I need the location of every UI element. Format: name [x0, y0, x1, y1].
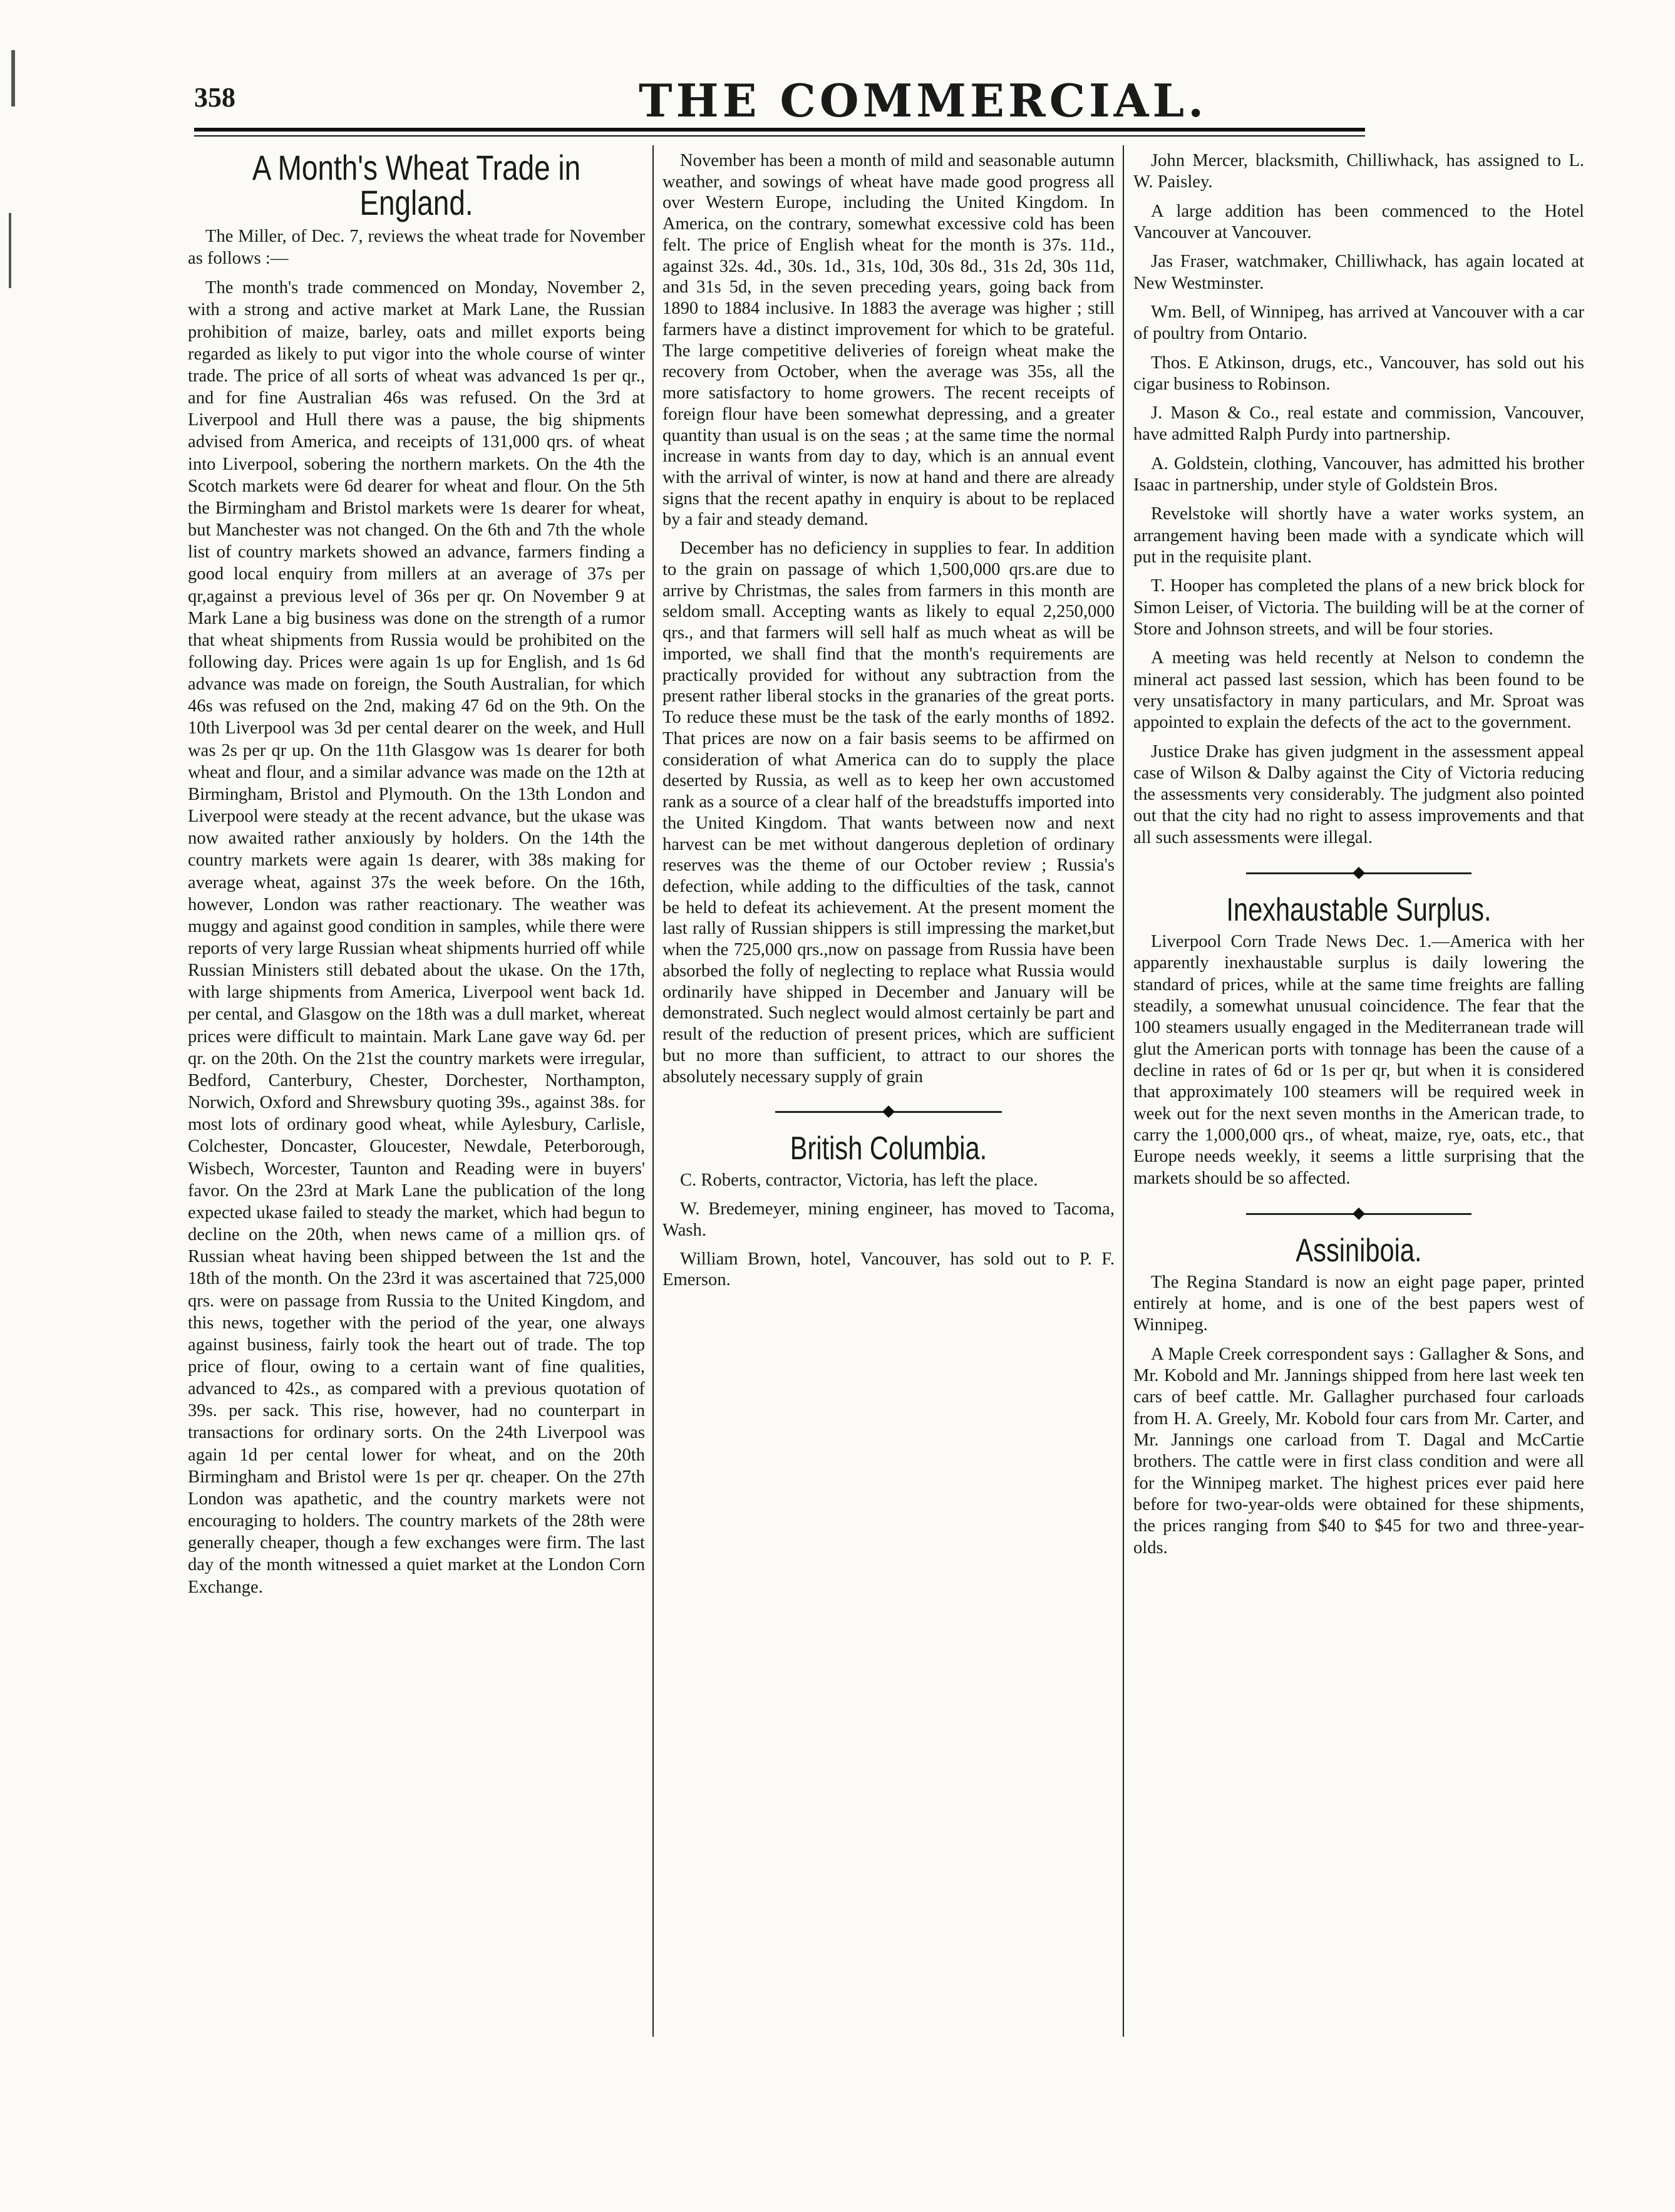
news-item: J. Mason & Co., real estate and commission, Vancouver, have admitted Ralph Purdy into partnership.	[1133, 403, 1584, 445]
news-item: A. Goldstein, clothing, Vancouver, has admitted his brother Isaac in partnership, under style of Goldstein Bros.	[1133, 453, 1584, 495]
article-title-wheat: A Month's Wheat Trade in England.	[252, 148, 581, 222]
article-title-bc: British Columbia.	[790, 1130, 987, 1167]
news-item: Jas Fraser, watchmaker, Chilliwhack, has again located at New Westminster.	[1133, 252, 1584, 293]
header-rule	[194, 128, 1365, 132]
column-3	[1133, 150, 1584, 1566]
article-paragraph: Liverpool Corn Trade News Dec. 1.—America with her apparently inexhaustable surplus is daily lowering the standard of prices, while at the same time freights are falling steadily, a somewhat unusual coincidence. The fear that the 100 steamers usually engaged in the Mediterranean trade will glut the American ports with tonnage has been the cause of a decline in rates of 6d or 1s per qr, but when it is considered that approximately 100 steamers will be required week in week out for the next seven months in the American trade, to carry the 1,000,000 qrs., of wheat, maize, rye, oats, etc., that Europe needs weekly, it seems a little surprising that the markets should be so affected.	[1133, 932, 1584, 1188]
news-item: John Mercer, blacksmith, Chilliwhack, has assigned to L. W. Paisley.	[1133, 151, 1584, 192]
article-paragraph: The Regina Standard is now an eight page paper, printed entirely at home, and is one of the best papers west of Winnipeg.	[1133, 1272, 1584, 1335]
news-item: Wm. Bell, of Winnipeg, has arrived at Vancouver with a car of poultry from Ontario.	[1133, 302, 1584, 344]
article-paragraph: The Miller, of Dec. 7, reviews the wheat trade for November as follows :—	[188, 227, 645, 269]
article-paragraph: December has no deficiency in supplies to fear. In addition to the grain on passage of which 1,500,000 qrs.are due to arrive by Christmas, the sales from farmers in this month are seldom small. Accepting wants as likely to equal 2,250,000 qrs., and that farmers will sell half as much wheat as will be imported, we shall find that the month's requirements are practically provided for without any subtraction from the present rather liberal stocks in the granaries of the great ports. To reduce these must be the task of the early months of 1892. That prices are now on a fair basis seems to be affirmed on consideration of what America can do to supply the place deserted by Russia, as well as to keep her own accustomed rank as a source of a clear half of the breadstuffs imported into the United Kingdom. That wants between now and next harvest can be met without dangerous depletion of ordinary reserves was the theme of our October review ; Russia's defection, while adding to the difficulties of the task, cannot be held to defeat its achievement. At the present moment the last rally of Russian shippers is still impressing the market,but when the 725,000 qrs.,now on passage from Russia have been absorbed the folly of neglecting to replace what Russia would ordinarily have shipped in December and January will be demonstrated. Such neglect would almost certainly be part and result of the reduction of present prices, which are sufficient but no more than sufficient, to attract to our shores the absolutely necessary supply of grain	[662, 539, 1115, 1087]
news-item: Thos. E Atkinson, drugs, etc., Vancouver, has sold out his cigar business to Robinson.	[1133, 353, 1584, 394]
news-item: Revelstoke will shortly have a water works system, an arrangement having been made with a syndicate which will put in the requisite plant.	[1133, 504, 1584, 567]
scan-margin-mark	[11, 50, 15, 106]
page-number: 358	[194, 82, 235, 113]
news-item: A meeting was held recently at Nelson to condemn the mineral act passed last session, which has been found to be very unsatisfactory in many particulars, and Mr. Sproat was appointed to explain the defects of the act to the government.	[1133, 648, 1584, 733]
article-paragraph: November has been a month of mild and seasonable autumn weather, and sowings of wheat have made good progress all over Western Europe, including the United Kingdom. In America, on the contrary, somewhat excessive cold has been felt. The price of English wheat for the month is 37s. 11d., against 32s. 4d., 30s. 1d., 31s, 10d, 30s 8d., 31s 2d, 30s 11d, and 31s 5d, in the seven preceding years, going back from 1890 to 1884 inclusive. In 1883 the average was higher ; still farmers have a distinct improvement for which to be grateful. The large competitive deliveries of foreign wheat make the recovery from October, when the average was 35s, all the more satisfactory to home growers. The recent receipts of foreign flour have been somewhat depressing, and a greater quantity than usual is on the seas ; at the same time the normal increase in wants from day to day, which is an annual event with the arrival of winter, is now at hand and there are already signs that the recent apathy in enquiry is about to be replaced by a fair and steady demand.	[662, 151, 1115, 530]
scan-margin-mark	[9, 213, 11, 288]
article-paragraph: A Maple Creek correspondent says : Gallagher & Sons, and Mr. Kobold and Mr. Jannings shipped from here last week ten cars of beef cattle. Mr. Gallagher purchased four carloads from H. A. Greely, Mr. Kobold four cars from Mr. Carter, and Mr. Jannings one carload from T. Dagal and McCartie brothers. The cattle were in first class condition and were all for the Winnipeg market. The highest prices ever paid here before for two-year-olds were obtained for these shipments, the prices ranging from $40 to $45 for two and three-year-olds.	[1133, 1344, 1584, 1558]
section-divider	[662, 1098, 1115, 1126]
news-item: W. Bredemeyer, mining engineer, has moved to Tacoma, Wash.	[662, 1199, 1115, 1240]
article-title-surplus: Inexhaustable Surplus.	[1226, 892, 1492, 929]
news-item: Justice Drake has given judgment in the assessment appeal case of Wilson & Dalby against the City of Victoria reducing the assessments very considerably. The judgment also pointed out that the city had no right to assess improvements and that all such assessments were illegal.	[1133, 742, 1584, 847]
header-rule-thin	[194, 135, 1365, 137]
news-item: T. Hooper has completed the plans of a new brick block for Simon Leiser, of Victoria. The building will be at the corner of Store and Johnson streets, and will be four stories.	[1133, 576, 1584, 639]
news-item: William Brown, hotel, Vancouver, has sold out to P. F. Emerson.	[662, 1249, 1115, 1290]
masthead: THE COMMERCIAL.	[639, 74, 1208, 127]
article-paragraph: The month's trade commenced on Monday, November 2, with a strong and active market at Mark Lane, the Russian prohibition of maize, barley, oats and millet exports being regarded as likely to put vigor into the whole course of winter trade. The price of all sorts of wheat was advanced 1s per qr., and for fine Australian 46s was refused. On the 3rd at Liverpool and Hull there was a pause, the big shipments advised from America, and receipts of 131,000 qrs. of wheat into Liverpool, sobering the northern markets. On the 4th the Scotch markets were 6d dearer for wheat and flour. On the 5th the Birmingham and Bristol markets were 1s dearer for wheat, but Manchester was not changed. On the 6th and 7th the whole list of country markets showed an advance, farmers finding a good local enquiry from millers at an average of 37s per qr,against a previous level of 36s per qr. On November 9 at Mark Lane a big business was done on the strength of a rumor that wheat shipments from Russia would be prohibited on the following day. Prices were again 1s up for English, and 1s 6d advance was made on foreign, the South Australian, for which 46s was refused on the 2nd, making 47 6d on the 9th. On the 10th Liverpool was 3d per cental dearer on the week, and Hull was 2s per qr up. On the 11th Glasgow was 1s dearer for both wheat and flour, and a similar advance was made on the 12th at Birmingham, Bristol and Plymouth. On the 13th London and Liverpool were steady at the recent advance, but the ukase was now awaited rather anxiously by holders. On the 14th the country markets were again 1s dearer, with 38s making for average wheat, against 37s the week before. On the 16th, however, London was rather reactionary. The weather was muggy and against good condition in samples, while there were reports of very large Russian wheat shipments hurried off while Russian Ministers still debated about the ukase. On the 17th, with large shipments from America, Liverpool went back 1d. per cental, and Glasgow on the 18th was a dull market, whereat prices were difficult to maintain. Mark Lane gave way 6d. per qr. on the 20th. On the 21st the country markets were irregular, Bedford, Canterbury, Chester, Dorchester, Northampton, Norwich, Oxford and Shrewsbury quoting 39s., against 38s. for most lots of ordinary good wheat, while Aylesbury, Carlisle, Colchester, Doncaster, Gloucester, Newdale, Peterborough, Wisbech, Worcester, Taunton and Reading were in buyers' favor. On the 23rd at Mark Lane the publication of the long expected ukase failed to steady the market, which had begun to decline on the 20th, when news came of a million qrs. of Russian wheat having been shipped between the 1st and the 18th of the month. On the 23rd it was ascertained that 725,000 qrs. were on passage from Russia to the United Kingdom, and this news, together with the period of the year, one always against business, fairly took the heart out of trade. The top price of flour, owing to a certain want of fine qualities, advanced to 42s., as compared with a previous quotation of 39s. per sack. This rise, however, had no counterpart in transactions for ordinary sorts. On the 24th Liverpool was again 1d per cental lower for wheat, and on the 20th Birmingham and Bristol were 1s per qr. cheaper. On the 27th London was apathetic, and the country markets were not encouraging to holders. The country markets of the 28th were generally cheaper, though a few exchanges were firm. The last day of the month witnessed a quiet market at the London Corn Exchange.	[188, 278, 645, 1597]
column-divider	[1123, 145, 1124, 2037]
news-item: A large addition has been commenced to the Hotel Vancouver at Vancouver.	[1133, 201, 1584, 242]
section-divider	[1133, 1201, 1584, 1228]
column-divider	[652, 145, 654, 2037]
news-item: C. Roberts, contractor, Victoria, has left the place.	[680, 1171, 1038, 1191]
column-2	[662, 150, 1115, 1298]
column-1	[188, 150, 645, 2212]
article-title-assiniboia: Assiniboia.	[1296, 1232, 1422, 1269]
section-divider	[1133, 860, 1584, 887]
